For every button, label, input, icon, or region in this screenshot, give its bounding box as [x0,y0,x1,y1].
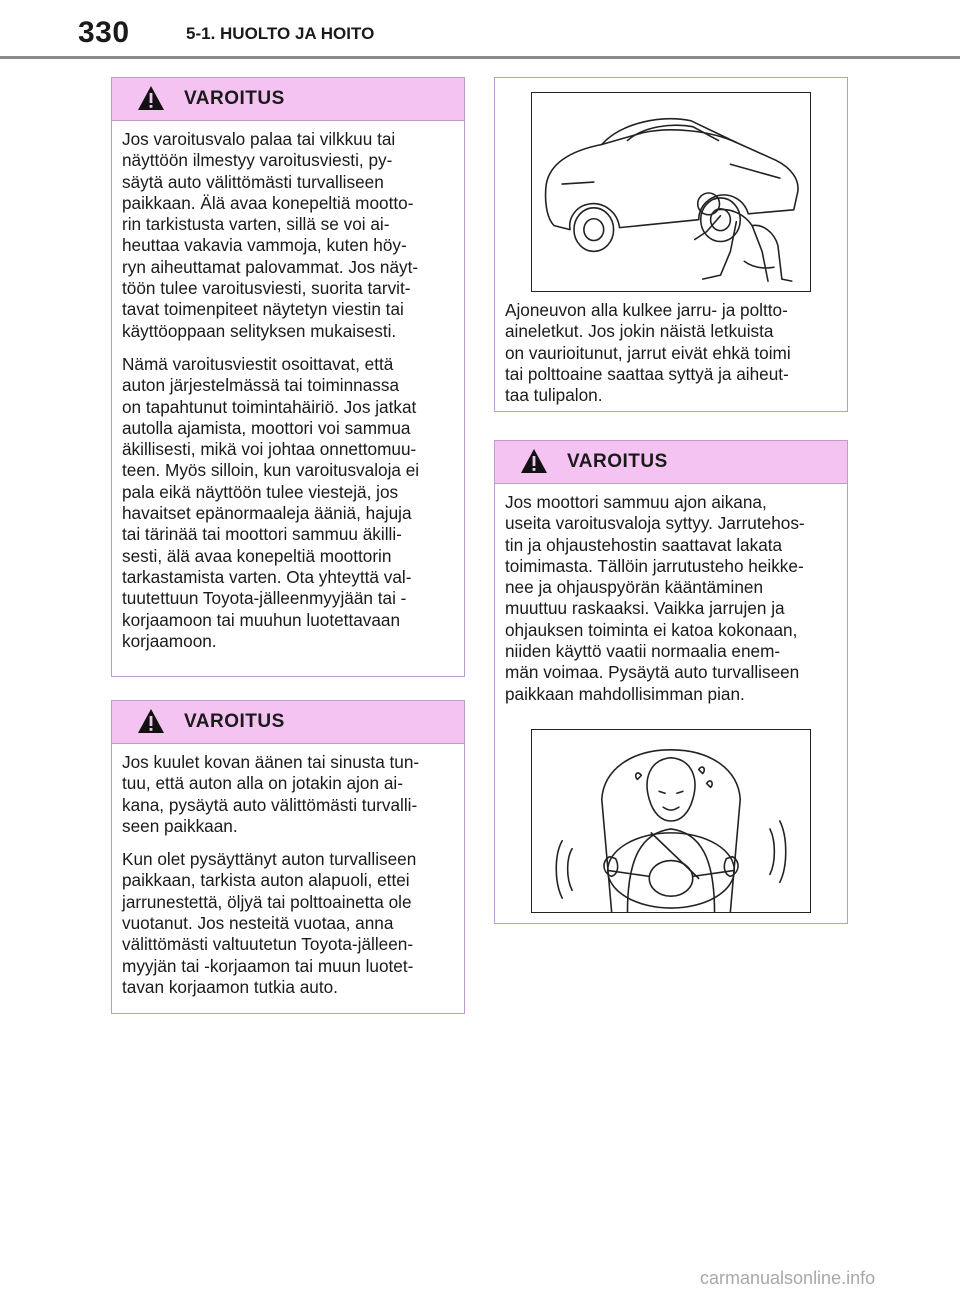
warning-box-body [112,121,464,652]
warning-box-header [112,78,464,121]
warning-box-3 [494,440,848,924]
paragraph: Ajoneuvon alla kulkee jarru- ja poltto- aineletkut. Jos jokin näistä letkuista on vaurioitunut, jarrut eivät ehkä toimi tai polttoaine saattaa syttyä ja aiheut- taa tulipalon. [505,300,791,406]
warning-box-body [112,744,464,998]
warning-box-body [495,484,847,705]
warning-title: VAROITUS [184,711,285,732]
warning-box-header [112,701,464,744]
warning-title: VAROITUS [567,451,668,472]
driver-steering-illustration [531,729,811,913]
page-number: 330 [78,16,130,49]
warning-box-continued [494,77,848,412]
continued-box-body [495,292,847,418]
page-header [0,0,960,60]
car-inspection-illustration [531,92,811,292]
paragraph: Jos varoitusvalo palaa tai vilkkuu tai näyttöön ilmestyy varoitusviesti, py- säytä auto välittömästi turvalliseen paikkaan. Älä avaa konepeltiä mootto- rin tarkistusta varten, sillä se voi ai- heuttaa vakavia vammoja, kuten höy- ryn aiheuttamat palovammat. Jos näyt- töön tulee varoitusviesti, suorita tarvit- tavat toimenpiteet näytetyn viestin tai käyttöoppaan selityksen mukaisesti. [122,129,419,341]
warning-title: VAROITUS [184,88,285,109]
paragraph: Kun olet pysäyttänyt auton turvalliseen paikkaan, tarkista auton alapuoli, ettei jarrunestettä, öljyä tai polttoainetta ole vuotanut. Jos nesteitä vuotaa, anna välittömästi valtuutetun Toyota-jälleen- myyjän tai -korjaamon tai muun luotet- tavan korjaamon tutkia auto. [122,849,417,997]
warning-triangle-icon [136,84,166,112]
paragraph: Jos moottori sammuu ajon aikana, useita varoitusvaloja syttyy. Jarrutehos- tin ja ohjaustehostin saattavat lakata toimimasta. Tällöin jarrutusteho heikke- nee ja ohjauspyörän kääntäminen muuttuu raskaaksi. Vaikka jarrujen ja ohjauksen toiminta ei katoa kokonaan, niiden käyttö vaatii normaalia enem- män voimaa. Pysäytä auto turvalliseen paikkaan mahdollisimman pian. [505,492,805,704]
header-rule [0,56,960,59]
watermark: carmanualsonline.info [700,1268,876,1288]
warning-box-1 [111,77,465,677]
paragraph: Jos kuulet kovan äänen tai sinusta tun- tuu, että auton alla on jotakin ajon ai- kana, pysäytä auto välittömästi turvalli- seen paikkaan. [122,752,420,836]
warning-triangle-icon [136,707,166,735]
section-title: 5-1. HUOLTO JA HOITO [186,24,375,43]
warning-triangle-icon [519,447,549,475]
warning-box-header [495,441,847,484]
paragraph: Nämä varoitusviestit osoittavat, että auton järjestelmässä tai toiminnassa on tapahtunut toimintahäiriö. Jos jatkat autolla ajamista, moottori voi sammua äkillisesti, mikä voi johtaa onnettomuu- teen. Myös silloin, kun varoitusvaloja ei pala eikä näyttöön tulee viestejä, jos havaitset epänormaaleja ääniä, hajuja tai tärinää tai moottori sammuu äkilli- sesti, älä avaa konepeltiä moottorin tarkastamista varten. Ota yhteyttä val- tuutettuun Toyota-jälleenmyyjään tai - korjaamoon tai muuhun luotettavaan korjaamoon. [122,353,420,651]
warning-box-2 [111,700,465,1014]
